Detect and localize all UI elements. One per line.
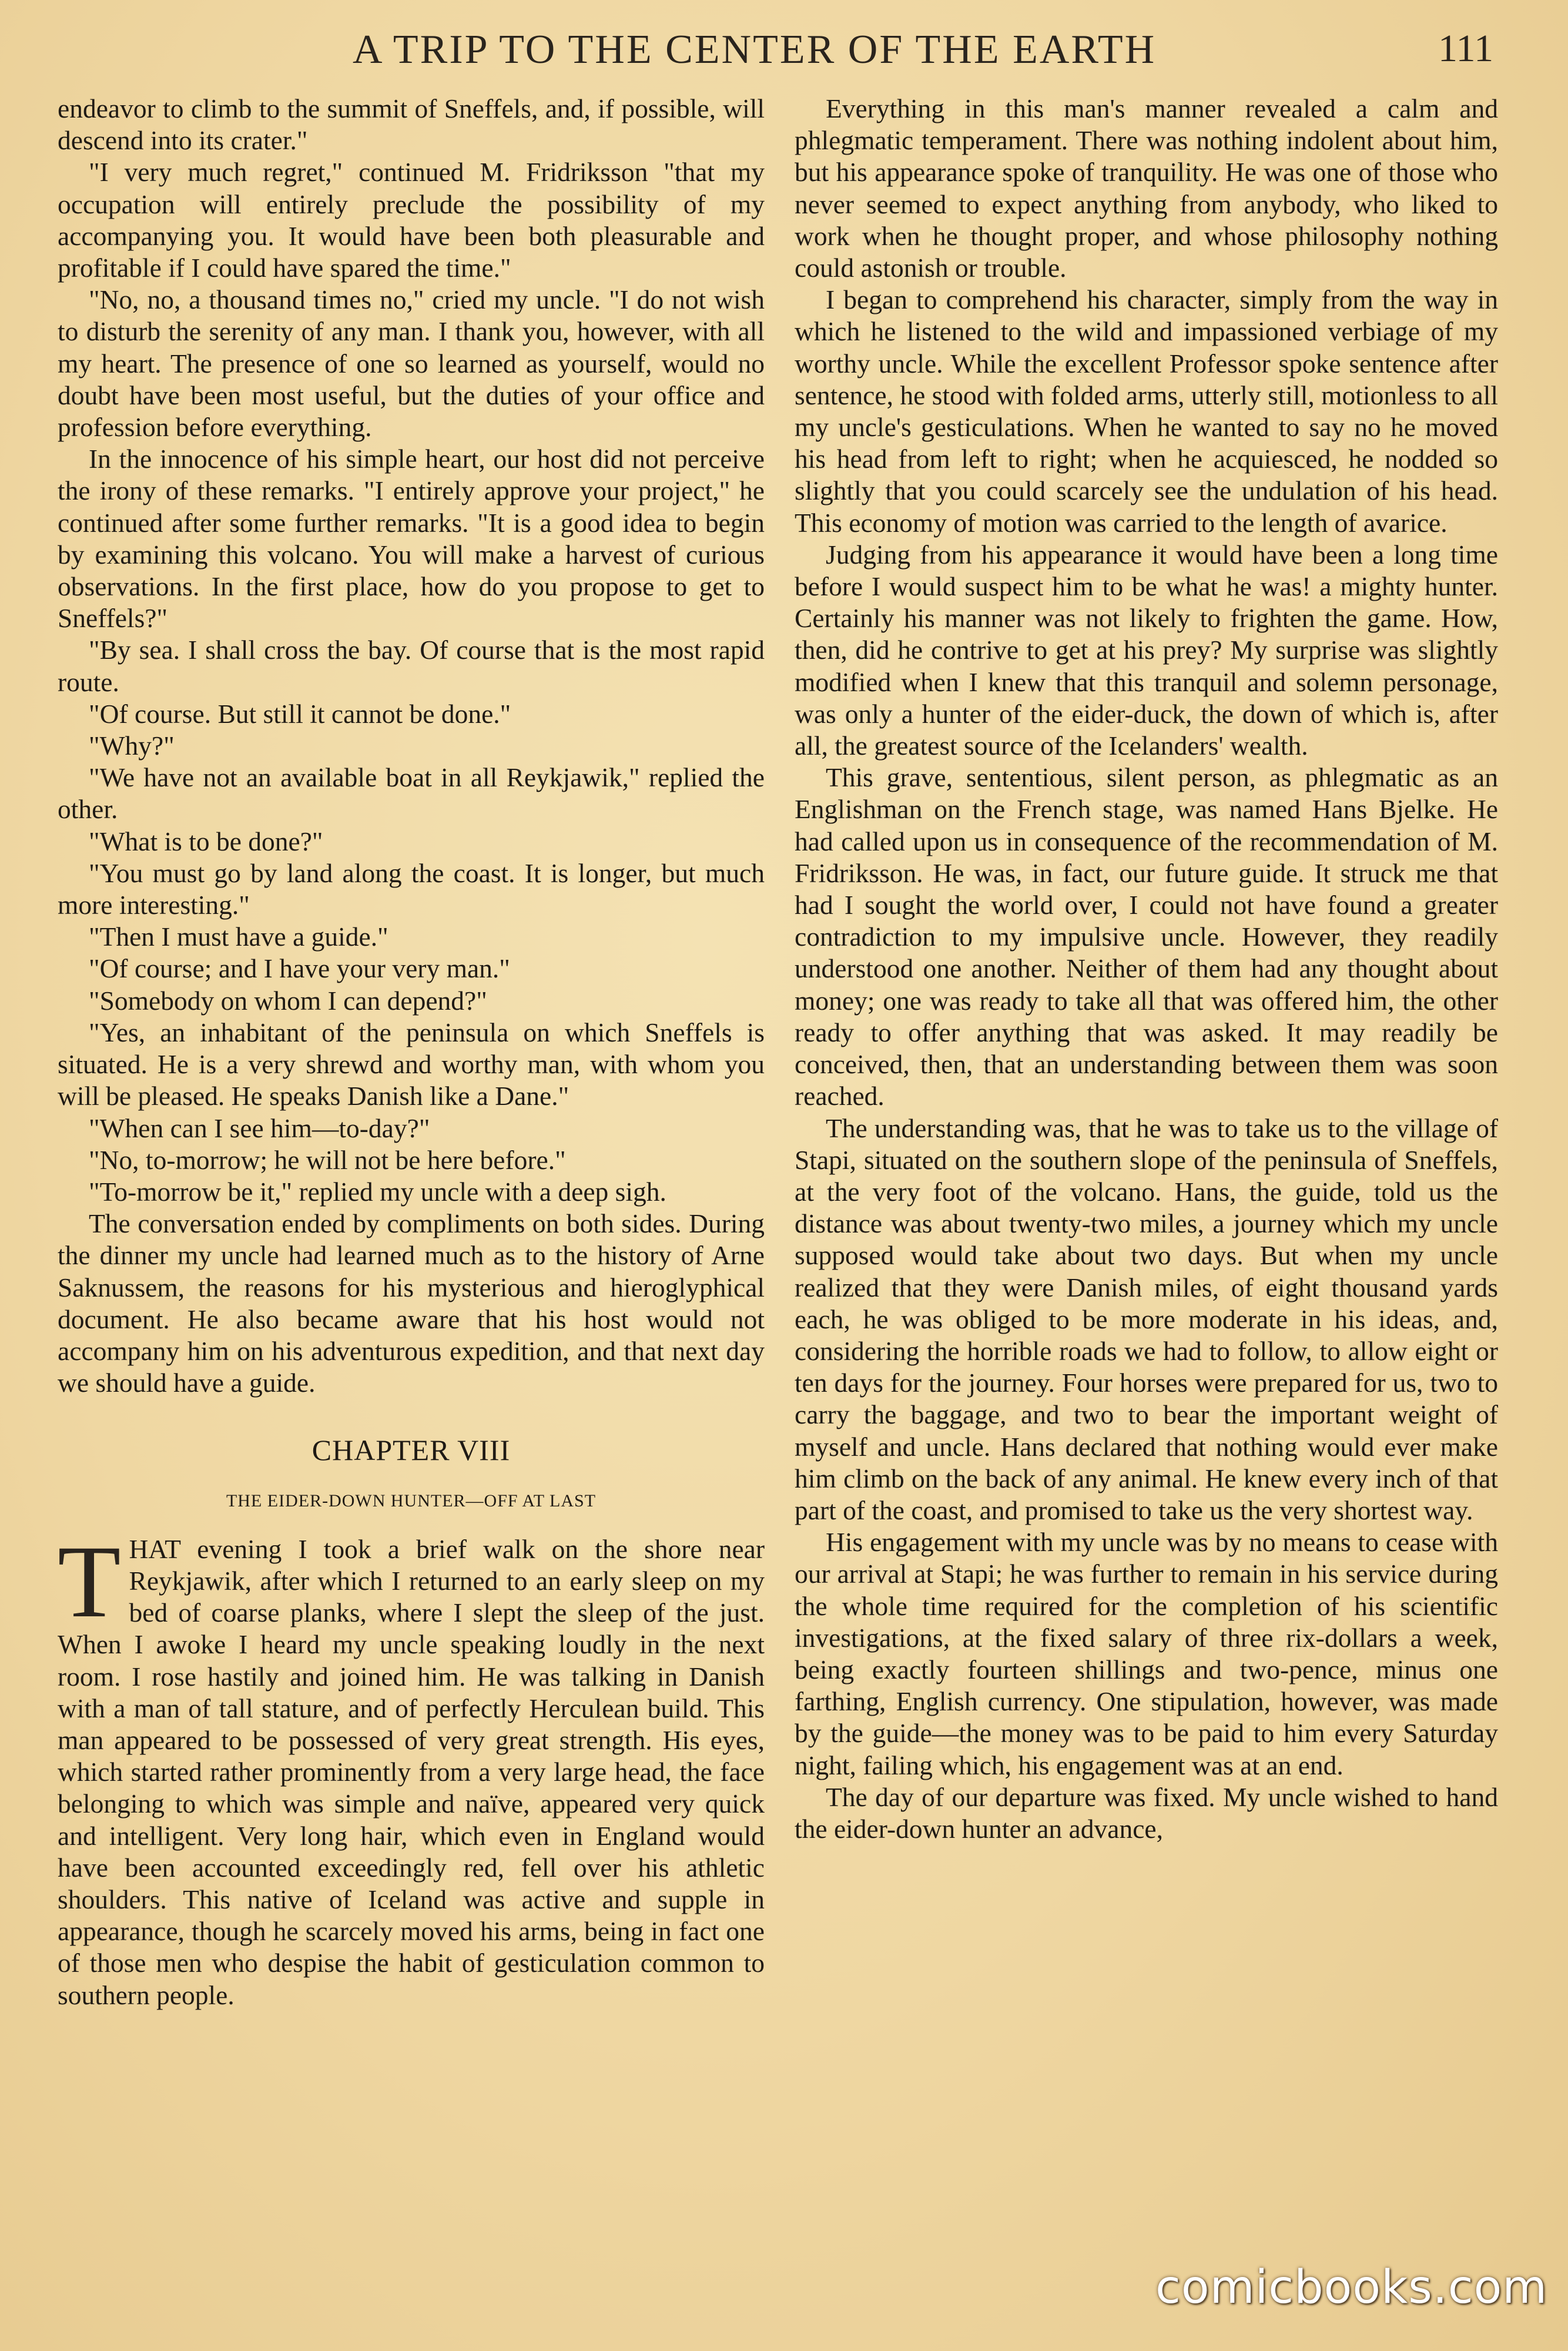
paragraph: "When can I see him—to-day?" [89,1113,430,1143]
paragraph: His engagement with my uncle was by no means to cease with our arrival at Stapi; he was further to remain in his service during the whole time required for the completion of his scientific investigations, at the fixed salary of three rix-dollars a week, being exactly fourteen shillings and two-pence, minus one farthing, English currency. One stipulation, however, was made by the guide—the money was to be paid to him every Saturday night, failing which, his engagement was at an end. [795,1527,1498,1780]
paragraph: "Then I must have a guide." [89,922,388,952]
paragraph: "You must go by land along the coast. It is longer, but much more interesting." [58,858,765,920]
left-column [58,93,765,2011]
drop-cap: T [58,1524,121,1639]
paragraph: The conversation ended by compliments on both sides. During the dinner my uncle had learned much as to the history of Arne Saknussem, the reasons for his mysterious and hieroglyphical document. He also became aware that his host would not accompany him on his adventurous expedition, and that next day we should have a guide. [58,1208,765,1398]
chapter-opening-text: HAT evening I took a brief walk on the shore near Reykjawik, after which I returned to an early sleep on my bed of coarse planks, where I slept the sleep of the just. When I awoke I heard my uncle speaking loudly in the next room. I rose hastily and joined him. He was talking in Danish with a man of tall stature, and of perfectly Herculean build. This man appeared to be possessed of very great strength. His eyes, which started rather prominently from a very large head, the face belonging to which was simple and naïve, appeared very quick and intelligent. Very long hair, which even in England would have been accounted exceedingly red, fell over his athletic shoulders. This native of Iceland was active and supple in appearance, though he scarcely moved his arms, being in fact one of those men who despise the habit of gesticulation common to southern people. [58,1533,765,2010]
paragraph: I began to comprehend his character, simply from the way in which he listened to the wild and impassioned verbiage of my worthy uncle. While the excellent Professor spoke sentence after sentence, he stood with folded arms, utterly still, motionless to all my uncle's gesticulations. When he wanted to say no he moved his head from left to right; when he acquiesced, he nodded so slightly that you could scarcely see the undulation of his head. This economy of motion was carried to the length of avarice. [795,284,1498,538]
running-title: A TRIP TO THE CENTER OF THE EARTH [353,27,1157,72]
paragraph: "What is to be done?" [89,826,323,856]
paragraph: "I very much regret," continued M. Fridriksson "that my occupation will entirely preclude the possibility of my accompanying you. It would have been both pleasurable and profitable if I could have spared the time." [58,157,765,283]
paragraph: In the innocence of his simple heart, our host did not perceive the irony of these remarks. "I entirely approve your project," he continued after some further remarks. "It is a good idea to begin by examining this volcano. You will make a harvest of curious observations. In the first place, how do you propose to get to Sneffels?" [58,444,765,634]
paragraph: "Why?" [89,731,175,761]
paragraph: endeavor to climb to the summit of Sneffels, and, if possible, will descend into its crater." [58,93,765,156]
paragraph: "To-morrow be it," replied my uncle with a deep sigh. [89,1176,666,1207]
watermark: comicbooks.com [1155,2261,1548,2314]
paragraph: The day of our departure was fixed. My uncle wished to hand the eider-down hunter an advance, [795,1781,1498,1844]
paragraph: "Somebody on whom I can depend?" [89,985,487,1016]
chapter-subtitle: THE EIDER-DOWN HUNTER—OFF AT LAST [226,1491,597,1511]
right-column [795,93,1498,1845]
paragraph: Judging from his appearance it would have been a long time before I would suspect him to be what he was! a mighty hunter. Certainly his manner was not likely to frighten the game. How, then, did he contrive to get at his prey? My surprise was slightly modified when I knew that this tranquil and solemn personage, was only a hunter of the eider-duck, the down of which is, after all, the greatest source of the Icelanders' wealth. [795,539,1498,761]
paragraph: "By sea. I shall cross the bay. Of course that is the most rapid route. [58,635,765,697]
paragraph: "No, to-morrow; he will not be here before." [89,1144,566,1175]
chapter-opening-paragraph [58,1524,765,2011]
paragraph: "No, no, a thousand times no," cried my uncle. "I do not wish to disturb the serenity of any man. I thank you, however, with all my heart. The presence of one so learned as yourself, would no doubt have been most useful, but the duties of your office and profession before everything. [58,284,765,443]
paragraph: "We have not an available boat in all Reykjawik," replied the other. [58,762,765,825]
paragraph: "Yes, an inhabitant of the peninsula on which Sneffels is situated. He is a very shrewd and worthy man, with whom you will be pleased. He speaks Danish like a Dane." [58,1017,765,1111]
chapter-title: CHAPTER VIII [311,1434,511,1467]
paragraph: This grave, sententious, silent person, as phlegmatic as an Englishman on the French stage, was named Hans Bjelke. He had called upon us in consequence of the recommendation of M. Fridriksson. He was, in fact, our future guide. It struck me that had I sought the world over, I could not have found a greater contradiction to my impulsive uncle. However, they readily understood one another. Neither of them had any thought about money; one was ready to take all that was offered him, the other ready to offer anything that was asked. It may readily be conceived, then, that an understanding between them was soon reached. [795,762,1498,1111]
paragraph: The understanding was, that he was to take us to the village of Stapi, situated on the southern slope of the peninsula of Sneffels, at the very foot of the volcano. Hans, the guide, told us the distance was about twenty-two miles, a journey which my uncle supposed would take about two days. But when my uncle realized that they were Danish miles, of eight thousand yards each, he was obliged to be more moderate in his ideas, and, considering the horrible roads we had to follow, to allow eight or ten days for the journey. Four horses were prepared for us, two to carry the baggage, and two to bear the important weight of myself and uncle. Hans declared that nothing would ever make him climb on the back of any animal. He knew every inch of that part of the coast, and promised to take us the very shortest way. [795,1113,1498,1525]
paragraph: Everything in this man's manner revealed a calm and phlegmatic temperament. There was nothing indolent about him, but his appearance spoke of tranquility. He was one of those who never seemed to expect anything from anybody, who liked to work when he thought proper, and whose philosophy nothing could astonish or trouble. [795,93,1498,283]
page-header [0,26,1568,85]
page-number: 111 [1438,27,1494,70]
paragraph: "Of course; and I have your very man." [89,953,510,984]
paragraph: "Of course. But still it cannot be done." [89,698,511,729]
